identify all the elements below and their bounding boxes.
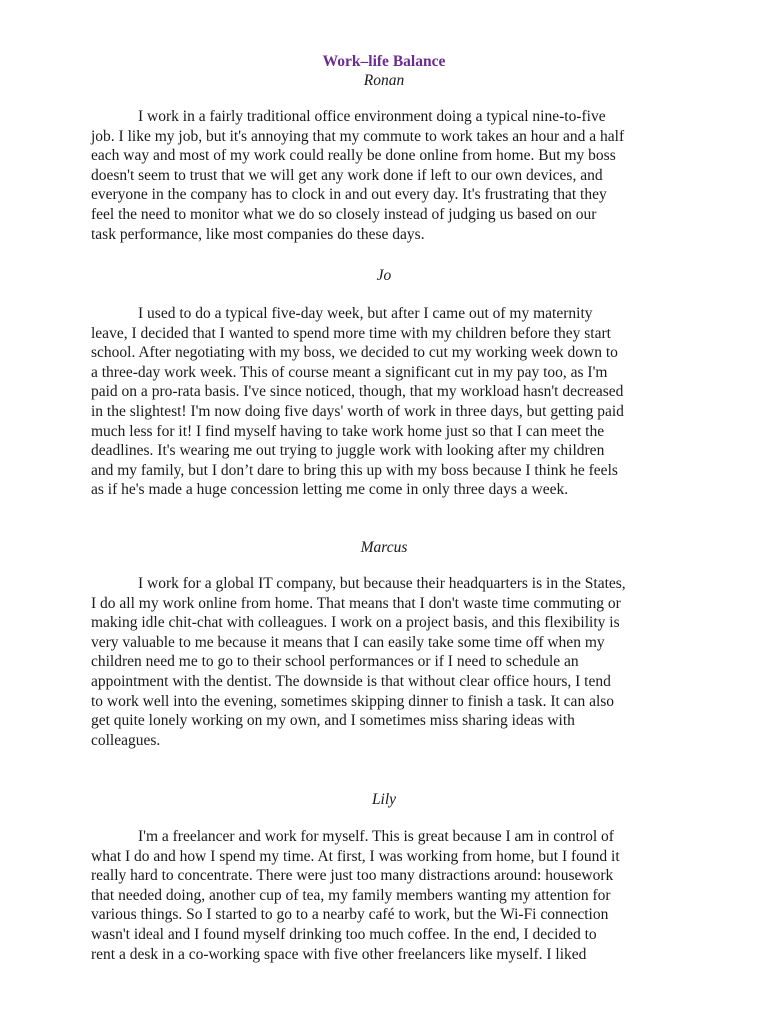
paragraph-line: leave, I decided that I wanted to spend more time with my children before they start — [91, 324, 611, 342]
paragraph-line: very valuable to me because it means that I can easily take some time off when my — [91, 633, 605, 651]
paragraph-line: deadlines. It's wearing me out trying to juggle work with looking after my children — [91, 442, 605, 460]
author-name-ronan: Ronan — [363, 72, 405, 89]
paragraph-line: really hard to concentrate. There were just too many distractions around: housework — [91, 867, 614, 885]
paragraph-line: to work well into the evening, sometimes skipping dinner to finish a task. It can also — [91, 692, 615, 710]
paragraph-line: appointment with the dentist. The downside is that without clear office hours, I tend — [91, 672, 611, 690]
paragraph-line: in the slightest! I'm now doing five days' worth of work in three days, but getting paid — [91, 402, 624, 420]
paragraph-line: much less for it! I find myself having to take work home just so that I can meet the — [91, 422, 605, 440]
paragraph-line: doesn't seem to trust that we will get any work done if left to our own devices, and — [91, 166, 603, 184]
paragraph-line: children need me to go to their school performances or if I need to schedule an — [91, 653, 579, 671]
document-title: Work–life Balance — [322, 53, 446, 70]
paragraph-line: colleagues. — [91, 731, 161, 749]
paragraph-line: that needed doing, another cup of tea, my family members wanting my attention for — [91, 886, 611, 904]
paragraph-line: everyone in the company has to clock in and out every day. It's frustrating that they — [91, 186, 607, 204]
paragraph-line: feel the need to monitor what we do so closely instead of judging us based on our — [91, 205, 597, 223]
paragraph-line: paid on a pro-rata basis. I've since noticed, though, that my workload hasn't decreased — [91, 383, 624, 401]
paragraph-line: a three-day work week. This of course meant a significant cut in my pay too, as I'm — [91, 363, 608, 381]
paragraph-line: task performance, like most companies do these days. — [91, 225, 425, 243]
author-name-lily: Lily — [371, 791, 397, 808]
paragraph-line: wasn't ideal and I found myself drinking too much coffee. In the end, I decided to — [91, 925, 597, 943]
paragraph-marcus — [91, 574, 731, 750]
paragraph-line: making idle chit-chat with colleagues. I work on a project basis, and this flexibility is — [91, 614, 620, 632]
paragraph-line: as if he's made a huge concession letting me come in only three days a week. — [91, 481, 569, 499]
paragraph-line: rent a desk in a co-working space with five other freelancers like myself. I liked — [91, 945, 587, 963]
paragraph-line: school. After negotiating with my boss, we decided to cut my working week down to — [91, 344, 618, 362]
paragraph-line: I used to do a typical five-day week, but after I came out of my maternity — [138, 305, 593, 322]
paragraph-line: various things. So I started to go to a nearby café to work, but the Wi-Fi connection — [91, 906, 609, 924]
paragraph-line: I work in a fairly traditional office environment doing a typical nine-to-five — [138, 108, 606, 125]
author-name-marcus: Marcus — [360, 539, 408, 556]
paragraph-line: I work for a global IT company, but because their headquarters is in the States, — [138, 575, 626, 592]
paragraph-line: and my family, but I don’t dare to bring this up with my boss because I think he feels — [91, 461, 618, 479]
paragraph-line: get quite lonely working on my own, and I sometimes miss sharing ideas with — [91, 712, 575, 730]
paragraph-line: what I do and how I spend my time. At first, I was working from home, but I found it — [91, 847, 620, 865]
author-name-jo: Jo — [376, 267, 392, 284]
paragraph-line: I do all my work online from home. That means that I don't waste time commuting or — [91, 594, 621, 612]
paragraph-ronan — [91, 107, 731, 244]
paragraph-line: each way and most of my work could really be done online from home. But my boss — [91, 147, 616, 165]
paragraph-lily — [91, 827, 731, 964]
paragraph-line: I'm a freelancer and work for myself. This is great because I am in control of — [138, 828, 614, 845]
paragraph-jo — [91, 304, 731, 500]
paragraph-line: job. I like my job, but it's annoying that my commute to work takes an hour and a half — [91, 127, 625, 145]
